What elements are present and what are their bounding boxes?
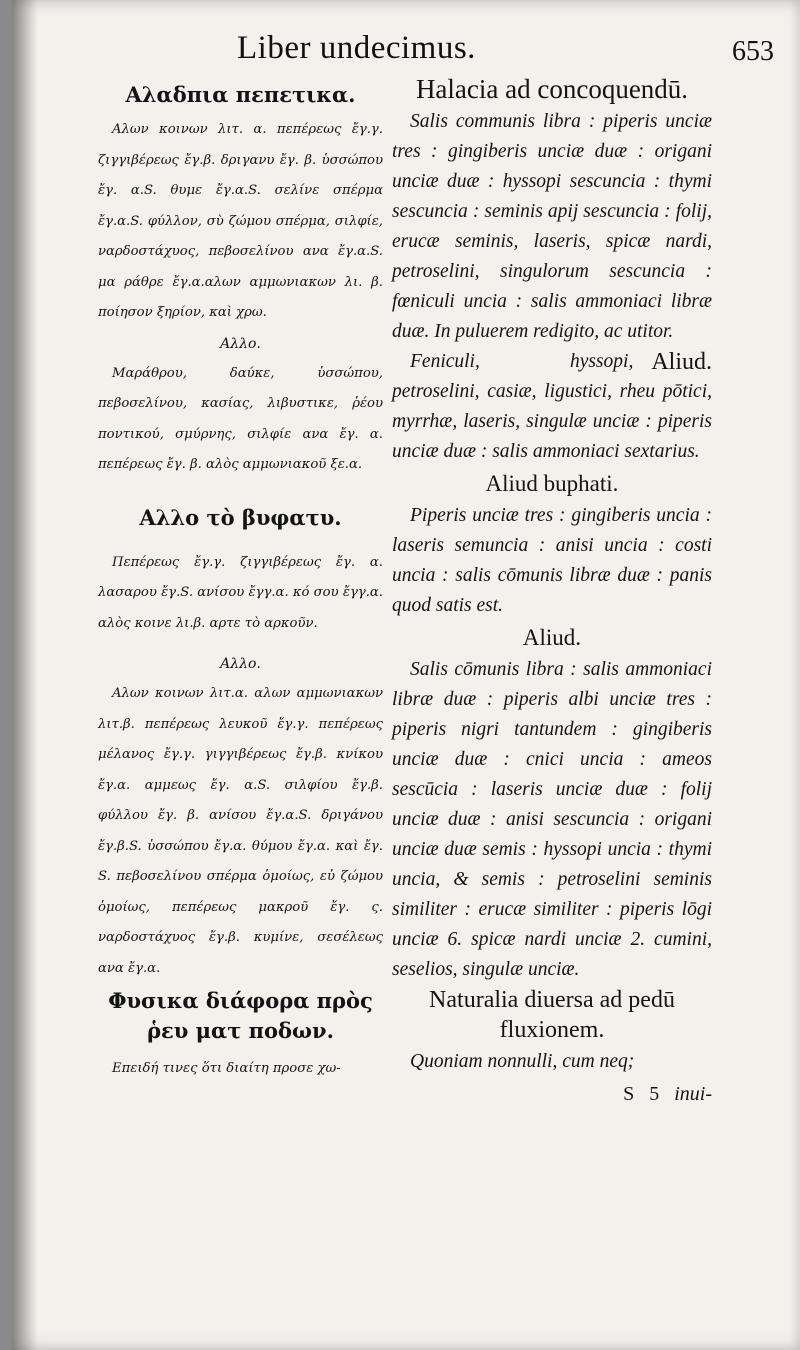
latin-recipe-1-text: Salis communis libra : piperis unciæ tres : gingiberis unciæ duæ : origani unciæ duæ : hyssopi sescuncia : thymi sescuncia : seminis apij sescuncia : folij, erucæ seminis, laseris, spicæ nardi, petroselini, singulorum sescuncia : fœniculi uncia : salis ammoniaci libræ duæ. In puluerem redigito, ac utitor.	[392, 111, 712, 342]
latin-recipe-2: Feniculi, hyssopi, petroselini, casiæ, ligustici, rheu pōtici, myrrhæ, laseris, singulæ unciæ : piperis unciæ duæ : salis ammoniaci sextarius.	[392, 351, 712, 462]
latin-recipe-5: Quoniam nonnulli, cum neq;	[410, 1051, 635, 1072]
gutter-shadow	[12, 0, 38, 1350]
latin-column	[392, 74, 712, 1106]
latin-recipe-3: Piperis unciæ tres : gingiberis uncia : laseris semuncia : anisi uncia : costi uncia : salis cōmunis libræ duæ : panis quod satis est.	[392, 505, 712, 616]
latin-recipe-1	[392, 107, 712, 375]
latin-heading-1: Halacia ad concoquendū.	[415, 74, 689, 104]
greek-aliter-1: Αλλο.	[220, 335, 261, 352]
greek-column	[98, 80, 383, 1085]
greek-aliter-2: Αλλο.	[220, 656, 261, 672]
signature-and-catchword	[392, 1083, 712, 1106]
latin-subheading-2: Aliud.	[522, 625, 582, 650]
greek-recipe-5: Επειδή τινες ὅτι διαίτη προσε χω-	[112, 1061, 341, 1076]
greek-recipe-3: Πεπέρεως ἔγ.γ. ζιγγιβέρεως ἔγ. α. λασαρου ἔγ.S. ανίσου ἔγγ.α. κό σου ἔγγ.α. αλὸς κοινε λι.β. αρτε τὸ αρκοῦν.	[98, 554, 383, 631]
signature-mark: S 5	[623, 1083, 660, 1105]
latin-subheading-1: Aliud buphati.	[485, 471, 619, 496]
greek-heading-2: Αλλο τὸ βυφατυ.	[139, 504, 342, 530]
greek-recipe-4: Αλων κοινων λιτ.α. αλων αμμωνιακων λιτ.β. πεπέρεως λευκοῦ ἔγ.γ. πεπέρεως μέλανος ἔγ.γ. γιγγιβέρεως ἔγ.β. κνίκου ἔγ.α. αμμεως ἔγ. α.S. σιλφίου ἔγ.β. φύλλου ἔγ. β. ανίσου ἔγ.α.S. δριγάνου ἔγ.β.S. ὑσσώπου ἔγ.α. θύμου ἔγ.α. καὶ ἔγ. S. πεβοσελίνου σπέρμα ὁμοίως, εὐ ζώμου ὁμοίως, πεπέρεως μακροῦ ἔγ. ς. ναρδοστάχυος ἔγ.β. κυμίνε, σεσέλεως ανα ἔγ.α.	[98, 686, 383, 976]
greek-heading-1: Αλαδπια πεπετικα.	[125, 82, 356, 107]
latin-heading-2: Naturalia diuersa ad pedū fluxionem.	[429, 987, 675, 1043]
running-head: Liber undecimus.	[237, 30, 476, 66]
greek-recipe-1: Αλων κοινων λιτ. α. πεπέρεως ἔγ.γ. ζιγγιβέρεως ἔγ.β. δριγανυ ἔγ. β. ὑσσώπου ἔγ. α.S. θυμε ἔγ.α.S. σελίνε σπέρμα ἔγ.α.S. φύλλον, σὺ ζώμου σπέρμα, σιλφίε, ναρδοστάχυος, πεβοσελίνου ανα ἔγ.α.S. μα ράθρε ἔγ.α.αλων αμμωνιακων λι. β. ποίησον ξηρίον, καὶ χρω.	[98, 122, 383, 320]
book-page	[12, 0, 800, 1350]
greek-heading-3: Φυσικα διάφορα πρὸς ῥευ ματ ποδων.	[108, 988, 373, 1043]
latin-recipe-4: Salis cōmunis libra : salis ammoniaci libræ duæ : piperis albi unciæ tres : piperis nigri tantundem : gingiberis unciæ duæ : cnici uncia : ameos sescūcia : laseris unciæ duæ : folij unciæ duæ : anisi sescuncia : origani unciæ duæ semis : hyssopi uncia : thymi uncia, & semis : petroselini seminis similiter : erucæ similiter : piperis lōgi unciæ 6. spicæ nardi unciæ 2. cumini, seselios, singulæ unciæ.	[392, 659, 712, 980]
latin-aliud-1: Aliud.	[651, 349, 712, 375]
catchword: inui-	[674, 1083, 712, 1105]
greek-recipe-2: Μαράθρου, δαύκε, ὑσσώπου, πεβοσελίνου, κασίας, λιβυστικε, ῥέου ποντικού, σμύρνης, σιλφίε ανα ἔγ. α. πεπέρεως ἔγ. β. αλὸς αμμωνιακοῦ ξε.α.	[98, 365, 383, 472]
page-number: 653	[732, 36, 774, 67]
